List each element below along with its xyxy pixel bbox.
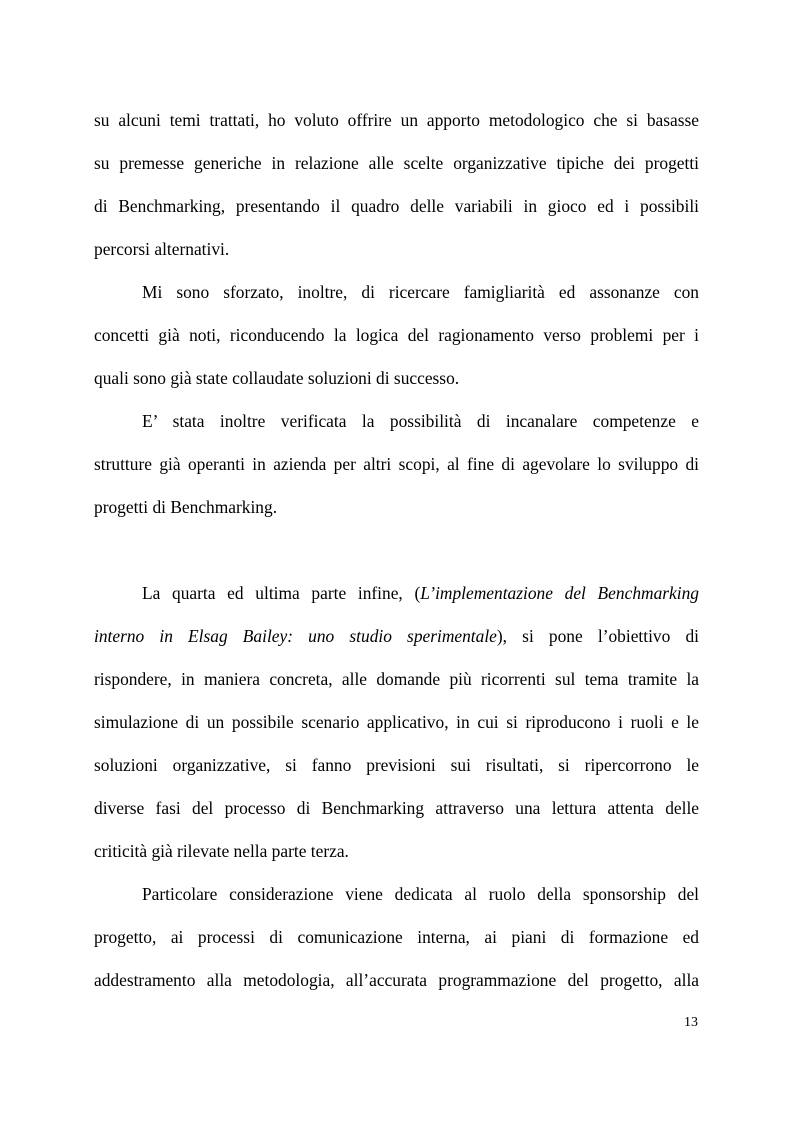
text-line: E’ stata inoltre verificata la possibilità di incanalare competenze e: [142, 411, 699, 431]
text-line: percorsi alternativi.: [94, 239, 230, 259]
paragraph-2: [94, 271, 699, 400]
text-line: concetti già noti, riconducendo la logica del ragionamento verso problemi per i: [94, 325, 699, 345]
italic-title-run: interno in Elsag Bailey: uno studio sperimentale: [94, 626, 497, 646]
text-line: su alcuni temi trattati, ho voluto offrire un apporto metodologico che si basasse: [94, 110, 699, 130]
text-line: progetto, ai processi di comunicazione interna, ai piani di formazione ed: [94, 927, 699, 947]
paragraph-4: [94, 572, 699, 873]
paragraph-3: [94, 400, 699, 529]
body-text: [94, 99, 699, 1002]
text-line: su premesse generiche in relazione alle scelte organizzative tipiche dei progetti: [94, 153, 699, 173]
text-run: La quarta ed ultima parte infine, (: [142, 583, 421, 603]
text-line: soluzioni organizzative, si fanno previsioni sui risultati, si ripercorrono le: [94, 755, 699, 775]
text-line: [94, 572, 699, 615]
text-line: strutture già operanti in azienda per altri scopi, al fine di agevolare lo sviluppo di: [94, 454, 699, 474]
text-line: [94, 615, 699, 658]
text-line: diverse fasi del processo di Benchmarking attraverso una lettura attenta delle: [94, 798, 699, 818]
text-line: rispondere, in maniera concreta, alle domande più ricorrenti sul tema tramite la: [94, 669, 699, 689]
text-line: addestramento alla metodologia, all’accurata programmazione del progetto, alla: [94, 970, 699, 990]
text-run: ), si pone l’obiettivo di: [496, 626, 699, 646]
text-line: progetti di Benchmarking.: [94, 497, 278, 517]
text-line: Mi sono sforzato, inoltre, di ricercare famigliarità ed assonanze con: [142, 282, 699, 302]
text-line: di Benchmarking, presentando il quadro delle variabili in gioco ed i possibili: [94, 196, 699, 216]
text-line: Particolare considerazione viene dedicata al ruolo della sponsorship del: [142, 884, 699, 904]
text-line: criticità già rilevate nella parte terza.: [94, 841, 349, 861]
paragraph-1: [94, 99, 699, 271]
italic-title-run: L’implementazione del Benchmarking: [420, 583, 699, 603]
page-number: 13: [684, 1015, 698, 1030]
text-line: simulazione di un possibile scenario applicativo, in cui si riproducono i ruoli e le: [94, 712, 699, 732]
paragraph-5: [94, 873, 699, 1002]
text-line: quali sono già state collaudate soluzioni di successo.: [94, 368, 460, 388]
